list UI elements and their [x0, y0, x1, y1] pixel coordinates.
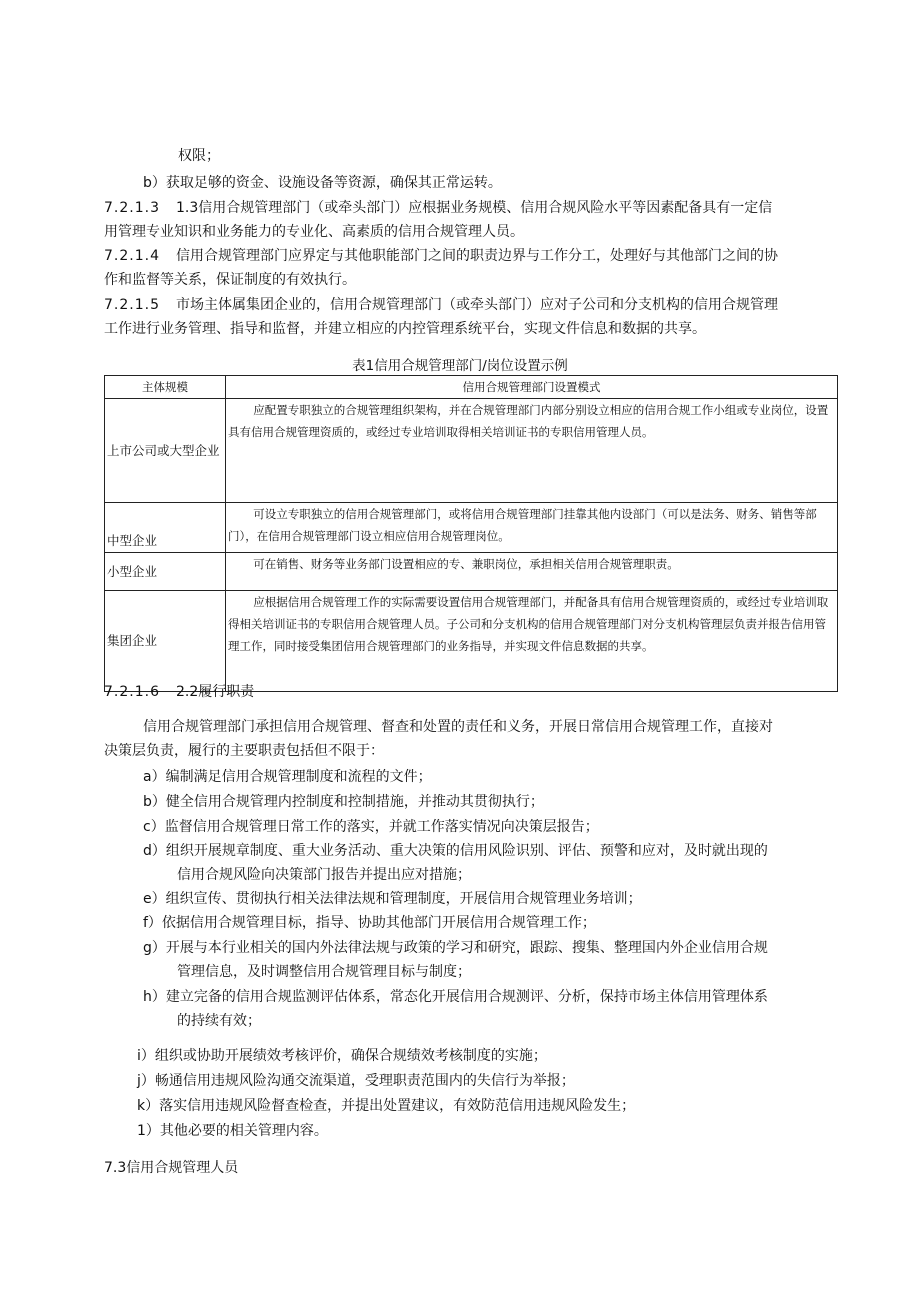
clause-continuation: 用管理专业知识和业务能力的专业化、高素质的信用合规管理人员。: [104, 224, 524, 240]
list-item: k）落实信用违规风险督查检查，并提出处置建议，有效防范信用违规风险发生；: [137, 1098, 636, 1114]
table-header-cell: 信用合规管理部门设置模式: [226, 376, 838, 399]
clause-number: 7.2.1.6: [104, 684, 160, 700]
org-setup-table: [104, 375, 838, 692]
clause-text: 市场主体属集团企业的，信用合规管理部门（或牵头部门）应对子公司和分支机构的信用合规管理: [176, 297, 778, 313]
list-item: c）监督信用合规管理日常工作的落实，并就工作落实情况向决策层报告；: [143, 819, 599, 835]
table-cell-desc: 应根据信用合规管理工作的实际需要设置信用合规管理部门，并配备具有信用合规管理资质的，或经过专业培训取得相关培训证书的专职信用合规管理人员。子公司和分支机构的信用合规管理部门对分支机构管理层负责并报告信用管理工作，同时接受集团信用合规管理部门的业务指导，并实现文件信息数据的共享。: [226, 591, 838, 692]
clause-text: 信用合规管理部门应界定与其他职能部门之间的职责边界与工作分工，处理好与其他部门之间的协: [176, 248, 778, 264]
list-item: h）建立完备的信用合规监测评估体系，常态化开展信用合规测评、分析，保持市场主体信用管理体系: [143, 989, 768, 1005]
list-item: d）组织开展规章制度、重大业务活动、重大决策的信用风险识别、评估、预警和应对，及时就出现的: [143, 843, 768, 859]
table-cell-type: 集团企业: [105, 591, 226, 692]
clause-continuation: 工作进行业务管理、指导和监督，并建立相应的内控管理系统平台，实现文件信息和数据的共享。: [104, 321, 706, 337]
table-caption: 表1信用合规管理部门/岗位设置示例: [352, 358, 568, 374]
table-cell-type: 小型企业: [105, 553, 226, 591]
duties-intro-continuation: 决策层负责，履行的主要职责包括但不限于：: [104, 743, 384, 759]
clause-7-2-1-4: [104, 244, 778, 268]
clause-7-2-1-5: [104, 293, 778, 317]
list-item: i）组织或协助开展绩效考核评价，确保合规绩效考核制度的实施；: [137, 1048, 547, 1064]
clause-number: 7.2.1.4: [104, 248, 160, 264]
table-header-row: [105, 376, 838, 399]
list-item: g）开展与本行业相关的国内外法律法规与政策的学习和研究，跟踪、搜集、整理国内外企业信用合规: [143, 940, 768, 956]
table-cell-desc: 可设立专职独立的信用合规管理部门，或将信用合规管理部门挂靠其他内设部门（可以是法务、财务、销售等部门），在信用合规管理部门设立相应信用合规管理岗位。: [226, 503, 838, 553]
list-item: a）编制满足信用合规管理制度和流程的文件；: [143, 769, 432, 785]
clause-number: 7.2.1.3: [104, 200, 160, 216]
list-item: e）组织宣传、贯彻执行相关法律法规和管理制度，开展信用合规管理业务培训；: [143, 891, 642, 907]
continuation-item-b: b）获取足够的资金、设施设备等资源，确保其正常运转。: [143, 175, 502, 191]
table-cell-desc: 应配置专职独立的合规管理组织架构，并在合规管理部门内部分别设立相应的信用合规工作小组或专业岗位，设置具有信用合规管理资质的，或经过专业培训取得相关培训证书的专职信用管理人员。: [226, 399, 838, 503]
clause-number: 7.2.1.5: [104, 297, 160, 313]
list-item-continuation: 管理信息，及时调整信用合规管理目标与制度；: [177, 964, 471, 980]
clause-continuation: 作和监督等关系，保证制度的有效执行。: [104, 272, 356, 288]
list-item: 1）其他必要的相关管理内容。: [137, 1123, 328, 1139]
list-item: b）健全信用合规管理内控制度和控制措施，并推动其贯彻执行；: [143, 794, 544, 810]
table-row: [105, 553, 838, 591]
section-7-3-title: 7.3信用合规管理人员: [104, 1160, 239, 1176]
table-cell-type: 上市公司或大型企业: [105, 399, 226, 503]
table-row: [105, 503, 838, 553]
continuation-line-1: 权限；: [178, 148, 220, 164]
duties-intro: 信用合规管理部门承担信用合规管理、督查和处置的责任和义务，开展日常信用合规管理工作，直接对: [143, 719, 773, 735]
list-item-continuation: 的持续有效；: [177, 1013, 261, 1029]
table-cell-desc: 可在销售、财务等业务部门设置相应的专、兼职岗位，承担相关信用合规管理职责。: [226, 553, 838, 591]
list-item: j）畅通信用违规风险沟通交流渠道，受理职责范围内的失信行为举报；: [137, 1073, 575, 1089]
list-item: f）依据信用合规管理目标，指导、协助其他部门开展信用合规管理工作；: [143, 915, 596, 931]
list-item-continuation: 信用合规风险向决策部门报告并提出应对措施；: [177, 867, 471, 883]
table-cell-type: 中型企业: [105, 503, 226, 553]
section-title: 2.2履行职责: [176, 684, 255, 700]
table-header-cell: 主体规模: [105, 376, 226, 399]
table-row: [105, 399, 838, 503]
clause-text: 1.3信用合规管理部门（或牵头部门）应根据业务规模、信用合规风险水平等因素配备具有一定信: [176, 200, 773, 216]
clause-7-2-1-6: [104, 680, 254, 704]
table-row: [105, 591, 838, 692]
clause-7-2-1-3: [104, 196, 772, 220]
